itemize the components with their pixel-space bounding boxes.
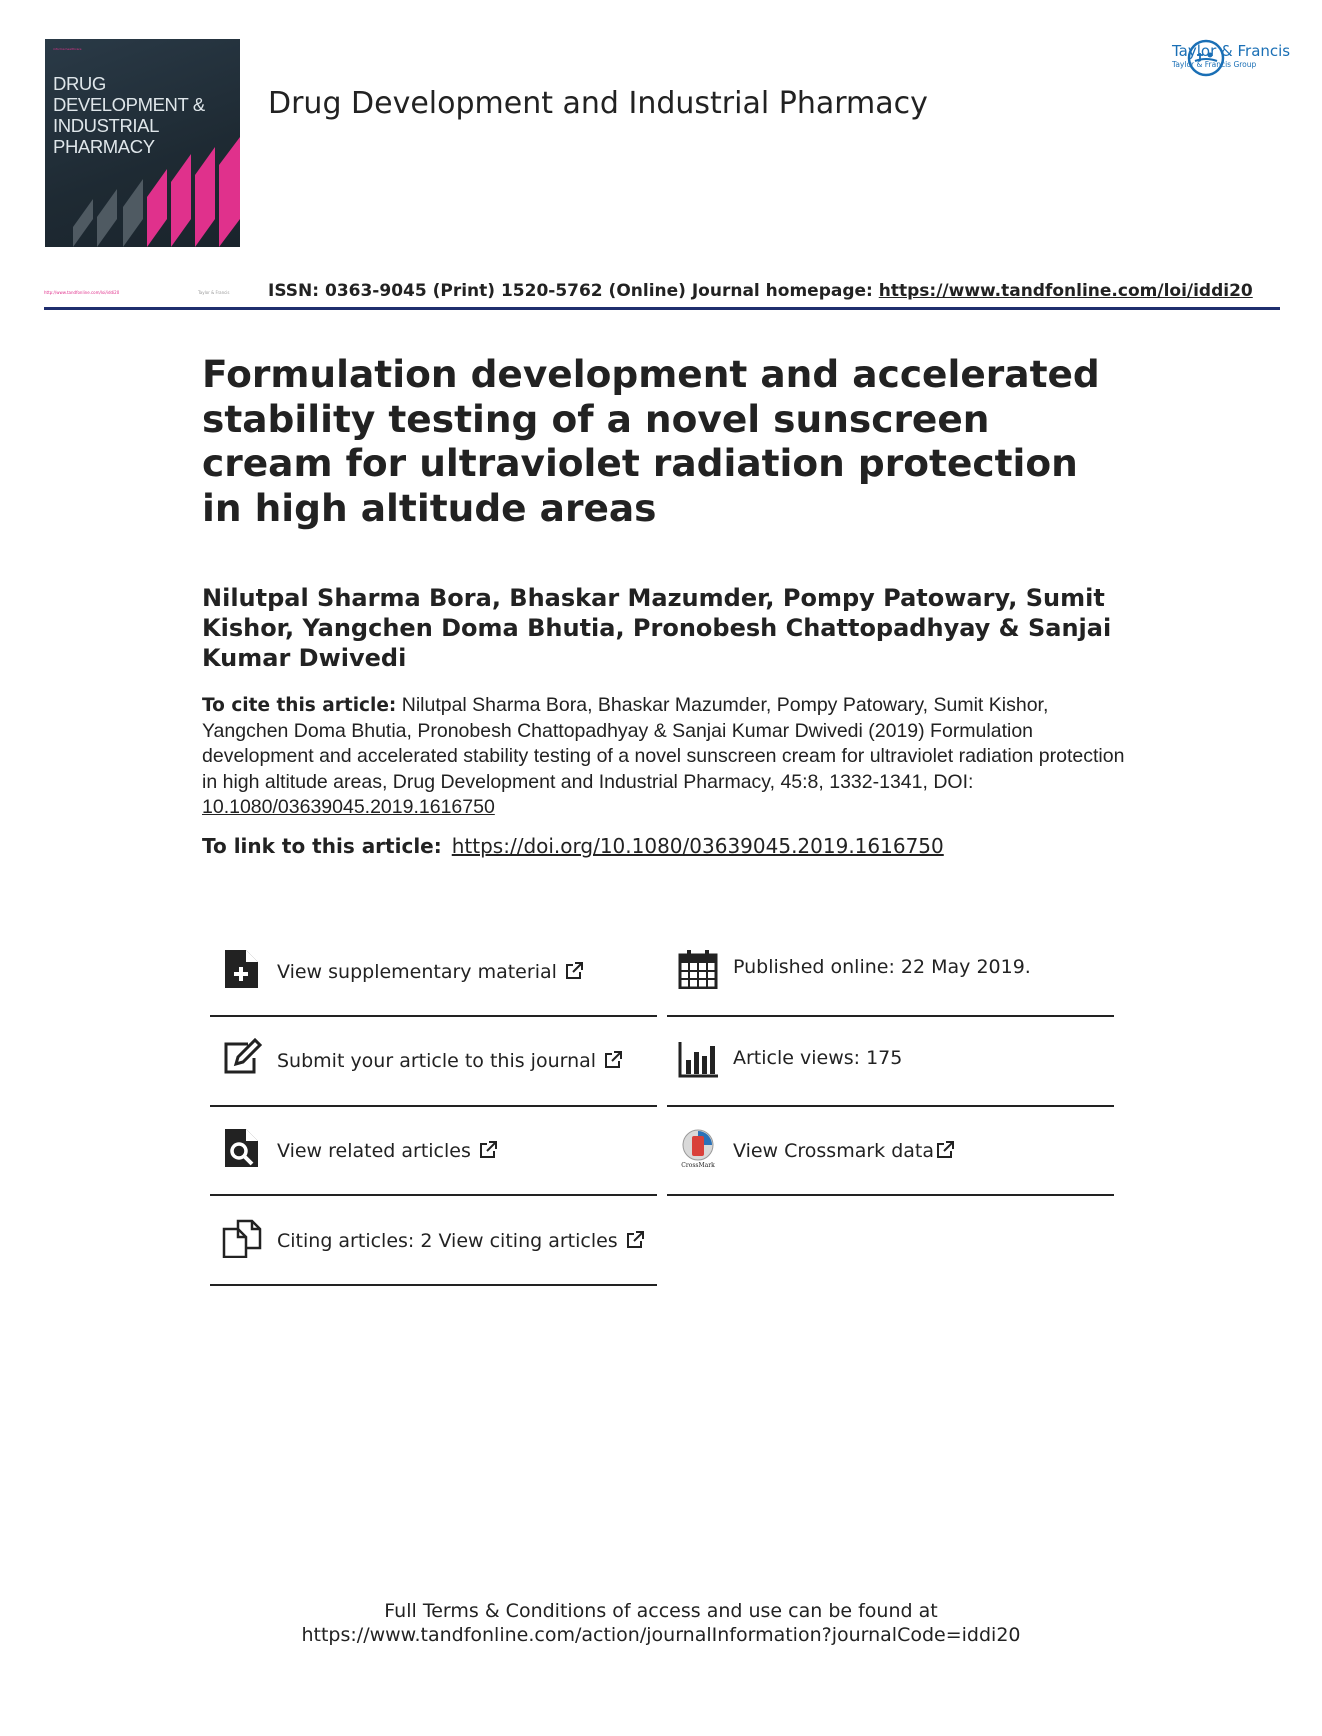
issn-line [268, 281, 1253, 301]
edit-icon [222, 1038, 262, 1078]
cite-doi-link[interactable]: 10.1080/03639045.2019.1616750 [202, 796, 495, 818]
publisher-name: Taylor & Francis [1172, 42, 1291, 60]
cite-label: To cite this article: [202, 695, 397, 716]
search-document-icon [222, 1128, 262, 1168]
file-plus-icon [222, 949, 262, 989]
supplementary-label: View supplementary material [277, 961, 557, 983]
footer-terms-text: Full Terms & Conditions of access and use can be found at [384, 1600, 938, 1622]
tiny-publisher-mark: Taylor & Francis [198, 290, 230, 295]
article-views-item [668, 1024, 1113, 1106]
row-divider [210, 1105, 657, 1107]
row-divider [210, 1015, 657, 1017]
cover-title: DRUG DEVELOPMENT & INDUSTRIAL PHARMACY [53, 73, 205, 157]
issn-text: ISSN: 0363-9045 (Print) 1520-5762 (Online) Journal homepage: [268, 281, 879, 301]
views-count: Article views: 175 [733, 1047, 903, 1069]
external-link-icon [565, 962, 583, 980]
row-divider [210, 1284, 657, 1286]
header-divider [44, 307, 1280, 310]
journal-homepage-link[interactable]: https://www.tandfonline.com/loi/iddi20 [878, 281, 1253, 301]
article-link-row [202, 834, 944, 858]
submit-label: Submit your article to this journal [277, 1050, 597, 1072]
publisher-group: Taylor & Francis Group [1172, 60, 1257, 69]
copy-documents-icon [222, 1218, 262, 1258]
row-divider [667, 1015, 1114, 1017]
article-title: Formulation development and accelerated stability testing of a novel sunscreen cream for ultraviolet radiation protection in high altitude areas [202, 352, 1100, 530]
crossmark-badge-label: CrossMark [681, 1162, 715, 1168]
article-authors: Nilutpal Sharma Bora, Bhaskar Mazumder, Pompy Patowary, Sumit Kishor, Yangchen Doma Bhutia, Pronobesh Chattopadhyay & Sanjai Kumar Dwivedi [202, 584, 1112, 672]
footer-terms-link[interactable]: https://www.tandfonline.com/action/journalInformation?journalCode=iddi20 [301, 1624, 1021, 1646]
article-doi-link[interactable]: https://doi.org/10.1080/03639045.2019.1616750 [451, 834, 944, 858]
external-link-icon [626, 1231, 644, 1249]
crossmark-icon [678, 1128, 718, 1168]
journal-cover [45, 39, 240, 247]
bar-chart-icon [678, 1038, 718, 1078]
link-label: To link to this article: [202, 834, 442, 858]
external-link-icon [604, 1051, 622, 1069]
citing-articles-item[interactable] [212, 1204, 657, 1286]
row-divider [667, 1194, 1114, 1196]
related-label: View related articles [277, 1140, 471, 1162]
external-link-icon [479, 1141, 497, 1159]
published-date: Published online: 22 May 2019. [733, 956, 1031, 978]
row-divider [210, 1194, 657, 1196]
calendar-icon [678, 949, 718, 989]
crossmark-label: View Crossmark data [733, 1140, 935, 1162]
footer [0, 1599, 1322, 1647]
journal-name: Drug Development and Industrial Pharmacy [268, 86, 928, 121]
tiny-journal-link[interactable]: http://www.tandfonline.com/loi/iddi20 [44, 290, 120, 295]
supplementary-material-item[interactable] [212, 935, 657, 1017]
citation-block [202, 693, 1132, 821]
external-link-icon [936, 1141, 954, 1159]
citing-label: Citing articles: 2 View citing articles [277, 1230, 618, 1252]
submit-article-item[interactable] [212, 1024, 657, 1106]
cover-publisher-text: informa healthcare [53, 47, 82, 51]
cite-text: Nilutpal Sharma Bora, Bhaskar Mazumder, Pompy Patowary, Sumit Kishor, Yangchen Doma Bhutia, Pronobesh Chattopadhyay & Sanjai Kumar Dwivedi (2019) Formulation development and accelerated stability testing of a novel sunscreen cream for ultraviolet radiation protection in high altitude areas, Drug Development and Industrial Pharmacy, 45:8, 1332-1341, DOI: [202, 694, 1125, 793]
row-divider [667, 1105, 1114, 1107]
published-online-item [668, 935, 1113, 1017]
crossmark-item[interactable] [668, 1114, 1113, 1196]
related-articles-item[interactable] [212, 1114, 657, 1196]
